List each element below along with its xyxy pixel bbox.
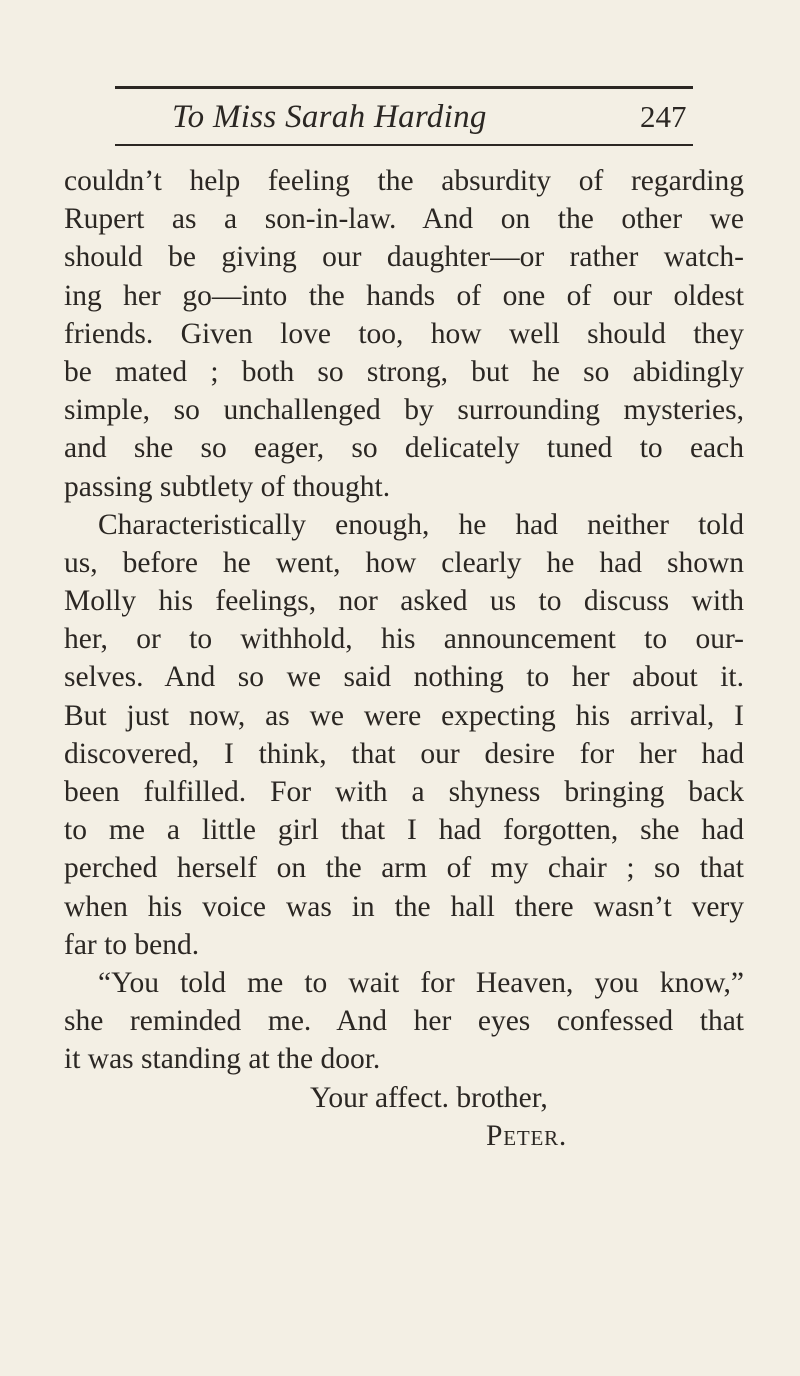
text-line: when his voice was in the hall there wasn’t very [64, 890, 744, 923]
letter-closing: Your affect. brother, [310, 1081, 548, 1114]
text-line: Molly his feelings, nor asked us to discuss with [64, 585, 744, 618]
text-line: perched herself on the arm of my chair ; so that [64, 852, 744, 885]
text-line: Rupert as a son-in-law. And on the other we [64, 203, 744, 236]
text-line: discovered, I think, that our desire for her had [64, 737, 744, 770]
letter-signature: Peter. [486, 1119, 568, 1152]
text-line: selves. And so we said nothing to her about it. [64, 661, 744, 694]
body-text [64, 162, 744, 1155]
text-line: But just now, as we were expecting his arrival, I [64, 699, 744, 732]
text-line: simple, so unchallenged by surrounding mysteries, [64, 394, 744, 427]
paragraph-start: Characteristically enough, he had neither told [98, 508, 744, 541]
running-title: To Miss Sarah Harding [172, 99, 487, 135]
text-line: ing her go—into the hands of one of our oldest [64, 279, 744, 312]
text-line: couldn’t help feeling the absurdity of regarding [64, 165, 744, 197]
header-rule-top [115, 86, 693, 89]
text-line: to me a little girl that I had forgotten, she had [64, 814, 744, 847]
text-line: friends. Given love too, how well should they [64, 317, 744, 350]
header-rule-bottom [115, 144, 693, 146]
text-line: be mated ; both so strong, but he so abidingly [64, 355, 744, 388]
text-line: her, or to withhold, his announcement to our- [64, 623, 744, 656]
paragraph-start: “You told me to wait for Heaven, you know,” [98, 966, 744, 999]
text-line: it was standing at the door. [64, 1043, 381, 1076]
text-line: passing subtlety of thought. [64, 470, 391, 503]
text-line: she reminded me. And her eyes confessed that [64, 1005, 744, 1038]
text-line: us, before he went, how clearly he had shown [64, 546, 744, 579]
text-line: far to bend. [64, 928, 200, 961]
page-number: 247 [640, 99, 687, 134]
running-head [172, 93, 692, 141]
text-line: been fulfilled. For with a shyness bringing back [64, 776, 744, 808]
text-line: should be giving our daughter—or rather watch- [64, 241, 744, 274]
text-line: and she so eager, so delicately tuned to each [64, 432, 744, 465]
